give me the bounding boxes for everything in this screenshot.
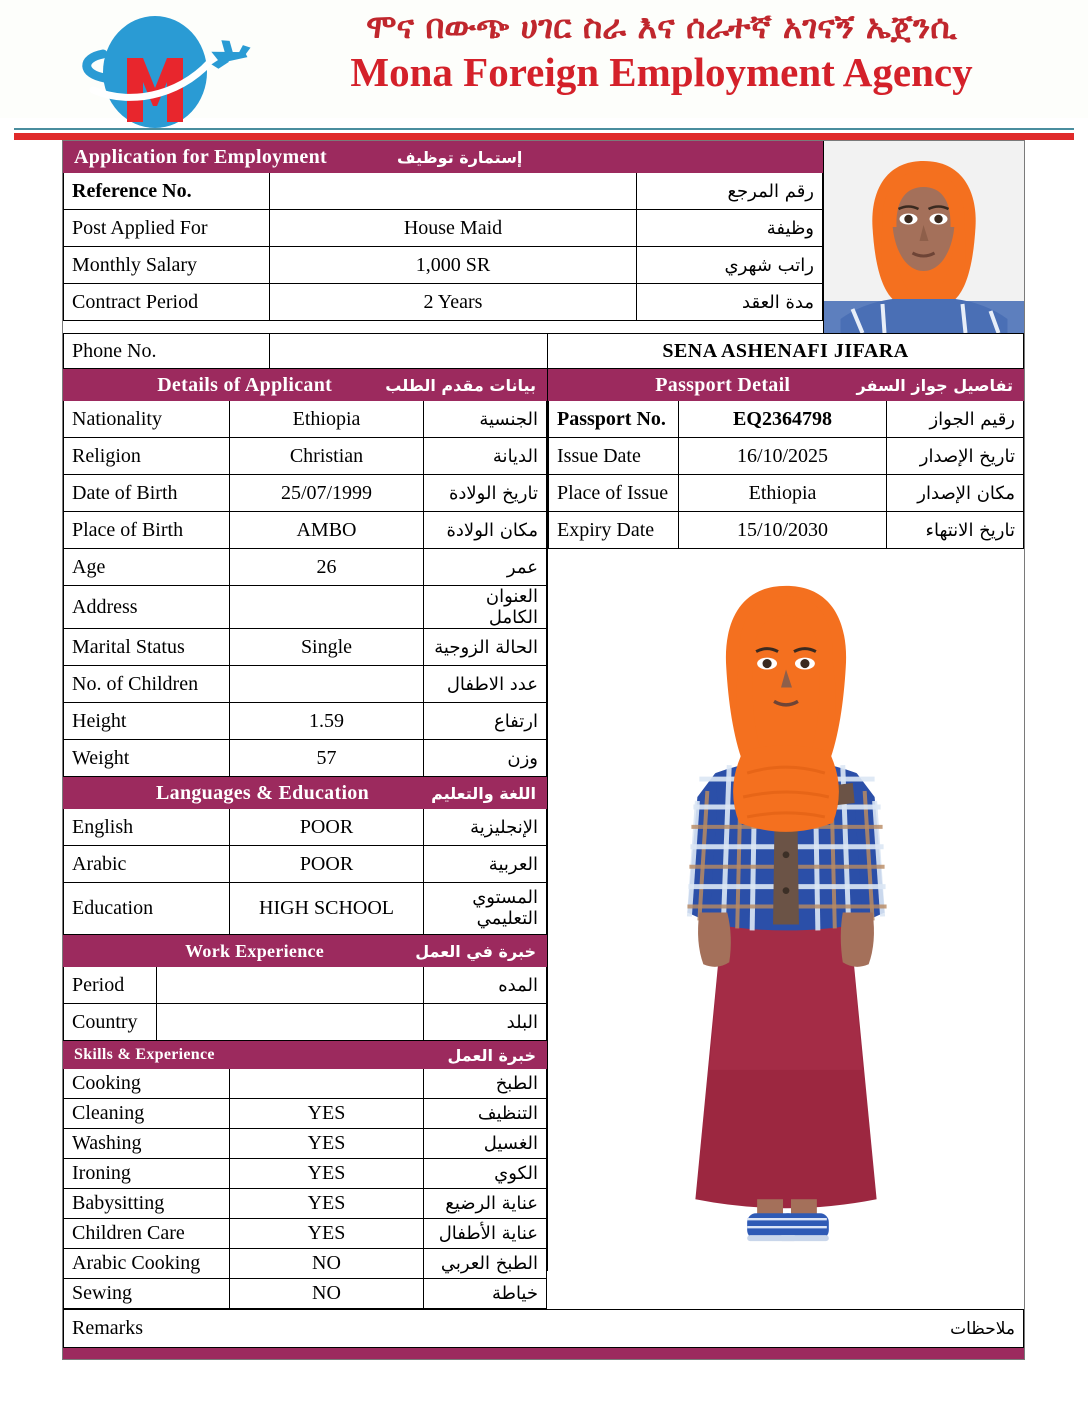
contract-period-label: Contract Period [64, 284, 270, 321]
english-label: English [64, 809, 230, 846]
fullbody-photo-image [548, 549, 1024, 1271]
marital-status-label: Marital Status [64, 629, 230, 666]
nationality-label: Nationality [64, 401, 230, 438]
table-row [64, 475, 547, 512]
table-row [64, 740, 547, 777]
arabic-lang-arabic: العربية [424, 846, 547, 883]
fullbody-photo [548, 549, 1024, 1271]
form-frame [62, 140, 1025, 1360]
issue-date-value[interactable]: 16/10/2025 [679, 438, 887, 475]
phone-no-label: Phone No. [64, 334, 270, 369]
table-row [549, 401, 1024, 438]
remarks-label: Remarks [72, 1317, 144, 1339]
place-of-issue-arabic: مكان الإصدار [887, 475, 1024, 512]
monthly-salary-arabic: راتب شهري [637, 247, 823, 284]
arabic-cooking-value[interactable]: NO [230, 1249, 424, 1279]
bottom-band [63, 1348, 1024, 1359]
address-arabic: العنوان الكامل [424, 586, 547, 629]
no-of-children-value[interactable] [230, 666, 424, 703]
no-of-children-label: No. of Children [64, 666, 230, 703]
cleaning-label: Cleaning [64, 1099, 230, 1129]
issue-date-label: Issue Date [549, 438, 679, 475]
children-care-value[interactable]: YES [230, 1219, 424, 1249]
cooking-value[interactable] [230, 1069, 424, 1099]
table-row [549, 475, 1024, 512]
date-of-birth-label: Date of Birth [64, 475, 230, 512]
passport-title-en: Passport Detail [655, 373, 791, 396]
reference-no-label: Reference No. [64, 173, 270, 210]
table-row [64, 1279, 547, 1309]
address-label: Address [64, 586, 230, 629]
religion-label: Religion [64, 438, 230, 475]
header-red-rule [14, 133, 1074, 140]
passport-table [548, 369, 1024, 549]
table-row [64, 1099, 547, 1129]
sewing-value[interactable]: NO [230, 1279, 424, 1309]
babysitting-label: Babysitting [64, 1189, 230, 1219]
cleaning-arabic: التنظيف [424, 1099, 547, 1129]
contract-period-value[interactable]: 2 Years [270, 284, 637, 321]
remarks-value-cell[interactable] [264, 1310, 1024, 1348]
table-row [64, 967, 547, 1004]
post-applied-value[interactable]: House Maid [270, 210, 637, 247]
languages-title-en: Languages & Education [156, 781, 370, 804]
table-row [64, 401, 547, 438]
skills-title-ar: خبرة العمل [447, 1045, 536, 1065]
table-row [64, 1189, 547, 1219]
passport-no-arabic: رقيم الجواز [887, 401, 1024, 438]
work-experience-header-band [64, 936, 547, 967]
table-row [64, 629, 547, 666]
cleaning-value[interactable]: YES [230, 1099, 424, 1129]
skills-table [63, 1041, 547, 1309]
application-title-en: Application for Employment [74, 145, 327, 168]
languages-title-ar: اللغة والتعليم [431, 783, 536, 803]
table-row [549, 438, 1024, 475]
globe-airplane-logo [75, 12, 260, 130]
table-row [64, 846, 547, 883]
reference-no-value[interactable] [270, 173, 637, 210]
right-column [547, 369, 1024, 1271]
skills-header-band [64, 1042, 547, 1069]
education-value[interactable]: HIGH SCHOOL [230, 883, 424, 935]
expiry-date-arabic: تاريخ الانتهاء [887, 512, 1024, 549]
agency-logo [75, 12, 260, 130]
religion-value[interactable]: Christian [230, 438, 424, 475]
portrait-photo-image [824, 141, 1024, 333]
washing-arabic: الغسيل [424, 1129, 547, 1159]
table-row [64, 703, 547, 740]
weight-label: Weight [64, 740, 230, 777]
table-row [64, 284, 823, 321]
applicant-title-en: Details of Applicant [157, 373, 333, 396]
table-row [64, 1310, 1024, 1348]
expiry-date-value[interactable]: 15/10/2030 [679, 512, 887, 549]
babysitting-arabic: عناية الرضيع [424, 1189, 547, 1219]
period-label: Period [64, 967, 157, 1004]
table-row [64, 586, 547, 629]
work-experience-table [63, 935, 547, 1041]
cooking-arabic: الطبخ [424, 1069, 547, 1099]
application-table [63, 141, 823, 321]
arabic-cooking-label: Arabic Cooking [64, 1249, 230, 1279]
marital-status-value[interactable]: Single [230, 629, 424, 666]
left-column [63, 369, 547, 1309]
babysitting-value[interactable]: YES [230, 1189, 424, 1219]
education-arabic: المستوي التعليمي [424, 883, 547, 935]
washing-label: Washing [64, 1129, 230, 1159]
monthly-salary-value[interactable]: 1,000 SR [270, 247, 637, 284]
table-row [64, 1069, 547, 1099]
children-care-label: Children Care [64, 1219, 230, 1249]
applicant-details-table [63, 369, 547, 777]
height-label: Height [64, 703, 230, 740]
table-row [64, 1129, 547, 1159]
expiry-date-label: Expiry Date [549, 512, 679, 549]
table-row [64, 1004, 547, 1041]
phone-no-value[interactable] [270, 334, 548, 369]
passport-title-ar: تفاصيل جواز السفر [856, 375, 1013, 395]
age-arabic: عمر [424, 549, 547, 586]
place-of-issue-label: Place of Issue [549, 475, 679, 512]
table-row [64, 549, 547, 586]
education-label: Education [64, 883, 230, 935]
weight-value[interactable]: 57 [230, 740, 424, 777]
applicant-header-band [64, 370, 547, 401]
place-of-issue-value[interactable]: Ethiopia [679, 475, 887, 512]
place-of-birth-value[interactable]: AMBO [230, 512, 424, 549]
arabic-cooking-arabic: الطبخ العربي [424, 1249, 547, 1279]
english-value[interactable]: POOR [230, 809, 424, 846]
no-of-children-arabic: عدد الاطفال [424, 666, 547, 703]
address-value[interactable] [230, 586, 424, 629]
work-experience-title-ar: خبرة في العمل [415, 941, 536, 961]
ironing-label: Ironing [64, 1159, 230, 1189]
header-titles [255, 8, 1068, 95]
table-row [64, 334, 1024, 369]
table-row [64, 809, 547, 846]
place-of-birth-arabic: مكان الولادة [424, 512, 547, 549]
cooking-label: Cooking [64, 1069, 230, 1099]
post-applied-arabic: وظيفة [637, 210, 823, 247]
height-value[interactable]: 1.59 [230, 703, 424, 740]
body-block [63, 369, 1024, 1309]
phone-table [63, 333, 1024, 369]
applicant-name: SENA ASHENAFI JIFARA [548, 334, 1024, 369]
age-label: Age [64, 549, 230, 586]
contract-period-arabic: مدة العقد [637, 284, 823, 321]
country-arabic: البلد [424, 1004, 547, 1041]
application-table-wrap [63, 141, 823, 333]
header-teal-rule [14, 128, 1074, 130]
marital-status-arabic: الحالة الزوجية [424, 629, 547, 666]
languages-header-band [64, 778, 547, 809]
date-of-birth-value[interactable]: 25/07/1999 [230, 475, 424, 512]
table-row [64, 210, 823, 247]
agency-name: Mona Foreign Employment Agency [350, 48, 973, 95]
portrait-photo [823, 141, 1024, 333]
period-value[interactable] [157, 967, 424, 1004]
table-row [64, 247, 823, 284]
ironing-value[interactable]: YES [230, 1159, 424, 1189]
table-row [64, 666, 547, 703]
amharic-title: ሞና በውጭ ሀገር ስራ እና ሰራተኛ አገናኝ ኤጀንሲ [366, 7, 957, 46]
english-arabic: الإنجليزية [424, 809, 547, 846]
arabic-lang-label: Arabic [64, 846, 230, 883]
table-row [549, 512, 1024, 549]
passport-no-label: Passport No. [549, 401, 679, 438]
country-label: Country [64, 1004, 157, 1041]
table-row [64, 883, 547, 935]
work-experience-title-en: Work Experience [185, 940, 325, 961]
place-of-birth-label: Place of Birth [64, 512, 230, 549]
nationality-arabic: الجنسية [424, 401, 547, 438]
monthly-salary-label: Monthly Salary [64, 247, 270, 284]
weight-arabic: وزن [424, 740, 547, 777]
age-value[interactable]: 26 [230, 549, 424, 586]
sewing-label: Sewing [64, 1279, 230, 1309]
post-applied-label: Post Applied For [64, 210, 270, 247]
reference-no-arabic: رقم المرجع [637, 173, 823, 210]
country-value[interactable] [157, 1004, 424, 1041]
passport-header-band [549, 370, 1024, 401]
top-block [63, 141, 1024, 333]
table-row [64, 1219, 547, 1249]
application-header-band [64, 142, 823, 173]
washing-value[interactable]: YES [230, 1129, 424, 1159]
date-of-birth-arabic: تاريخ الولادة [424, 475, 547, 512]
religion-arabic: الديانة [424, 438, 547, 475]
remarks-table [63, 1309, 1024, 1348]
ironing-arabic: الكوي [424, 1159, 547, 1189]
table-row [64, 173, 823, 210]
languages-education-table [63, 777, 547, 935]
height-arabic: ارتفاع [424, 703, 547, 740]
page-header [0, 0, 1088, 118]
remarks-arabic: ملاحظات [950, 1318, 1015, 1339]
applicant-title-ar: بيانات مقدم الطلب [385, 375, 536, 395]
table-row [64, 1159, 547, 1189]
table-row [64, 438, 547, 475]
skills-title-en: Skills & Experience [74, 1046, 215, 1063]
table-row [64, 1249, 547, 1279]
arabic-lang-value[interactable]: POOR [230, 846, 424, 883]
nationality-value[interactable]: Ethiopia [230, 401, 424, 438]
period-arabic: المده [424, 967, 547, 1004]
children-care-arabic: عناية الأطفال [424, 1219, 547, 1249]
application-title-ar: إستمارة توظيف [397, 147, 523, 167]
passport-no-value[interactable]: EQ2364798 [679, 401, 887, 438]
table-row [64, 512, 547, 549]
sewing-arabic: خياطة [424, 1279, 547, 1309]
issue-date-arabic: تاريخ الإصدار [887, 438, 1024, 475]
